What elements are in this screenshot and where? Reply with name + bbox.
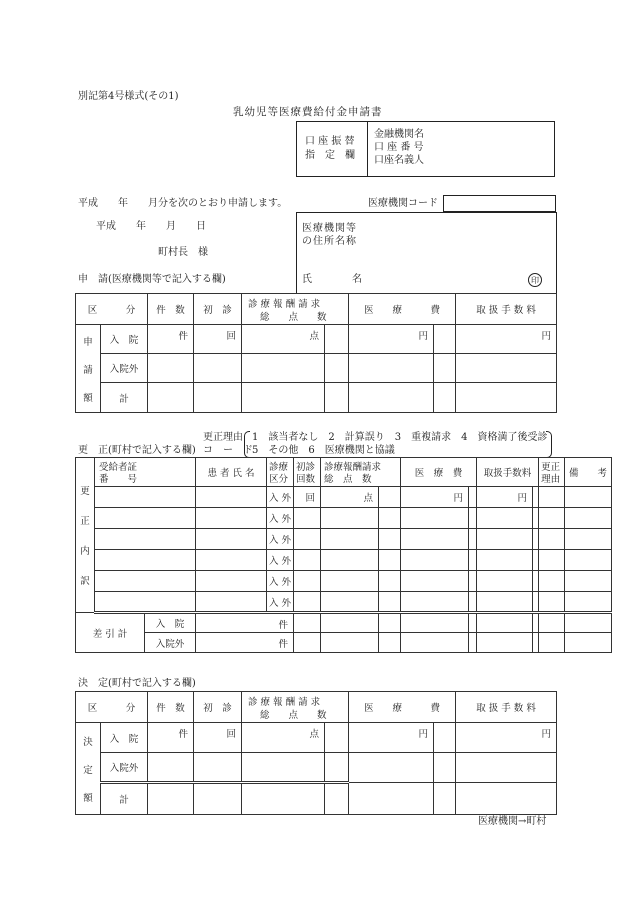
fee-cell[interactable] (477, 550, 533, 571)
outpatient-fee-cell[interactable] (456, 354, 557, 383)
unit-en: 円 (453, 493, 464, 504)
row-total: 計 (119, 393, 129, 405)
inpatient-cost-cell[interactable] (349, 723, 434, 753)
unit-kai: 回 (305, 493, 316, 504)
reason-cell[interactable] (539, 550, 565, 571)
first-visit-cell[interactable] (294, 508, 321, 529)
institution-code-field[interactable] (443, 195, 556, 212)
side-label-3: 額 (83, 392, 93, 404)
correction-code-label: コ ー ド (203, 445, 253, 456)
cost-tail-cell (434, 383, 456, 413)
in-out-label: 入 外 (269, 514, 292, 525)
bank-account-box (296, 121, 555, 177)
reason-cell[interactable] (539, 508, 565, 529)
side-label-1: 申 (83, 336, 93, 348)
header-medical-cost: 医 療 費 (364, 305, 441, 316)
points-tail-cell (379, 487, 401, 508)
header-total-points: 総 点 数 (260, 710, 327, 721)
points-cell[interactable] (321, 487, 379, 508)
request-amount-table (75, 293, 557, 413)
header-correction: 更正 (541, 461, 561, 473)
header-handling-fee: 取 扱 手 数 料 (476, 703, 536, 714)
cost-tail-cell (469, 613, 477, 633)
subtotal-fee-cell[interactable] (477, 633, 533, 653)
points-tail-cell (325, 723, 349, 753)
inpatient-first-visit-cell[interactable] (194, 723, 242, 753)
remarks-cell[interactable] (565, 529, 612, 550)
points-cell[interactable] (321, 571, 379, 592)
subtotal-outpatient-count-cell[interactable] (196, 633, 294, 653)
subtotal-inpatient-count-cell[interactable] (196, 613, 294, 633)
unit-en: 円 (517, 493, 528, 504)
institution-address-label-2: の住所名称 (302, 236, 357, 247)
seal-mark: 印 (528, 273, 542, 287)
points-tail-cell (379, 508, 401, 529)
first-visit-cell[interactable] (294, 487, 321, 508)
cost-tail-cell (469, 529, 477, 550)
patient-name-cell[interactable] (196, 592, 267, 613)
total-first-visit-cell[interactable] (194, 783, 242, 815)
fee-cell[interactable] (477, 529, 533, 550)
first-visit-cell[interactable] (294, 550, 321, 571)
outpatient-points-cell[interactable] (242, 753, 325, 783)
recipient-number-cell[interactable] (95, 487, 196, 508)
inpatient-cost-cell[interactable] (349, 325, 434, 354)
points-cell[interactable] (321, 592, 379, 613)
cost-cell[interactable] (401, 529, 469, 550)
remarks-cell[interactable] (565, 550, 612, 571)
cost-tail-cell (434, 783, 456, 815)
first-visit-cell[interactable] (294, 592, 321, 613)
subtotal-points-cell[interactable] (321, 633, 379, 653)
reason-cell[interactable] (539, 571, 565, 592)
subtotal-cost-cell[interactable] (401, 633, 469, 653)
correction-reason-label: 更正理由 (203, 432, 243, 443)
cost-cell[interactable] (401, 487, 469, 508)
unit-kai: 回 (226, 331, 237, 342)
header-times: 回数 (296, 473, 316, 485)
header-count: 件 数 (156, 305, 185, 316)
inpatient-points-cell[interactable] (242, 325, 325, 354)
correction-reasons-line-1: 1 該当者なし 2 計算誤り 3 重複請求 4 資格満了後受診 (252, 432, 548, 443)
page-title: 乳幼児等医療費給付金申請書 (233, 106, 383, 118)
routing-footer: 医療機関→町村 (478, 816, 547, 827)
side-label-2: 正 (80, 516, 90, 527)
brace-right (546, 431, 552, 458)
header-reason: 理由 (541, 473, 561, 485)
institution-address-label-1: 医療機関等 (302, 223, 357, 234)
cost-cell[interactable] (401, 508, 469, 529)
header-care: 診療 (269, 461, 289, 473)
unit-ten: 点 (309, 331, 320, 342)
outpatient-first-visit-cell[interactable] (194, 354, 242, 383)
in-out-label: 入 外 (269, 493, 292, 504)
side-label-1: 決 (83, 736, 93, 748)
row-outpatient: 入院外 (109, 763, 139, 774)
total-cost-cell[interactable] (349, 383, 434, 413)
in-out-label: 入 外 (269, 577, 292, 588)
header-total-points: 総 点 数 (324, 473, 372, 485)
recipient-number-cell[interactable] (95, 550, 196, 571)
cost-cell[interactable] (401, 550, 469, 571)
points-cell[interactable] (321, 550, 379, 571)
reason-cell[interactable] (539, 529, 565, 550)
patient-name-cell[interactable] (196, 508, 267, 529)
header-handling-fee: 取扱手数料 (483, 468, 532, 479)
side-label-3: 内 (80, 546, 90, 557)
header-fee-claim: 診 療 報 酬 請 求 (248, 697, 321, 708)
remarks-cell[interactable] (565, 487, 612, 508)
reason-cell[interactable] (539, 592, 565, 613)
side-label-4: 訳 (80, 576, 90, 587)
first-visit-cell[interactable] (294, 529, 321, 550)
institution-code-label: 医療機関コード (368, 198, 438, 209)
patient-name-cell[interactable] (196, 571, 267, 592)
remarks-cell[interactable] (565, 508, 612, 529)
side-label-1: 更 (80, 486, 90, 497)
subtotal-inpatient-label: 入 院 (155, 619, 185, 630)
recipient-number-cell[interactable] (95, 508, 196, 529)
inpatient-count-cell[interactable] (148, 723, 194, 753)
subtotal-outpatient-label: 入院外 (155, 638, 185, 650)
header-remarks: 備 考 (569, 468, 608, 479)
points-tail-cell (325, 753, 349, 783)
patient-name-cell[interactable] (196, 529, 267, 550)
total-cost-cell[interactable] (349, 783, 434, 815)
inpatient-count-cell[interactable] (148, 325, 194, 354)
subtotal-reason-cell[interactable] (539, 613, 565, 633)
cost-cell[interactable] (401, 571, 469, 592)
header-handling-fee: 取 扱 手 数 料 (476, 305, 536, 316)
points-cell[interactable] (321, 508, 379, 529)
header-first-visit: 初診 (296, 461, 316, 473)
unit-en: 円 (418, 729, 429, 740)
subtotal-first-visit-cell[interactable] (294, 633, 321, 653)
patient-name-cell[interactable] (196, 550, 267, 571)
fee-cell[interactable] (477, 487, 533, 508)
header-first-visit: 初 診 (203, 703, 232, 714)
recipient-number-cell[interactable] (95, 592, 196, 613)
decision-table (75, 691, 557, 815)
points-cell[interactable] (321, 529, 379, 550)
recipient-number-cell[interactable] (95, 571, 196, 592)
correction-section-label: 更 正(町村で記入する欄) (78, 445, 196, 456)
inpatient-fee-cell[interactable] (456, 723, 557, 753)
correction-reasons-line-2: 5 その他 6 医療機関と協議 (252, 445, 395, 456)
subtotal-remarks-cell[interactable] (565, 613, 612, 633)
unit-ken: 件 (278, 639, 289, 650)
points-tail-cell (325, 383, 349, 413)
bank-box-label-2: 指 定 欄 (305, 150, 355, 161)
cost-tail-cell (434, 325, 456, 354)
header-medical-cost: 医 療 費 (364, 703, 441, 714)
header-total-points: 総 点 数 (260, 312, 327, 323)
header-category: 区 分 (87, 703, 136, 714)
cost-tail-cell (469, 550, 477, 571)
decision-section-label: 決 定(町村で記入する欄) (78, 678, 196, 689)
unit-ten: 点 (309, 729, 320, 740)
subtotal-points-cell[interactable] (321, 613, 379, 633)
unit-ten: 点 (363, 493, 374, 504)
remarks-cell[interactable] (565, 592, 612, 613)
outpatient-count-cell[interactable] (148, 354, 194, 383)
cost-tail-cell (469, 633, 477, 653)
date-line: 平成 年 月 日 (96, 221, 206, 232)
unit-en: 円 (541, 729, 552, 740)
outpatient-points-cell[interactable] (242, 354, 325, 383)
points-tail-cell (379, 633, 401, 653)
reason-cell[interactable] (539, 487, 565, 508)
fee-cell[interactable] (477, 508, 533, 529)
points-tail-cell (379, 571, 401, 592)
side-label-3: 額 (83, 792, 93, 804)
outpatient-first-visit-cell[interactable] (194, 753, 242, 783)
total-fee-cell[interactable] (456, 383, 557, 413)
subtotal-first-visit-cell[interactable] (294, 613, 321, 633)
row-inpatient: 入 院 (109, 733, 139, 745)
period-line: 平成 年 月分を次のとおり申請します。 (78, 198, 288, 209)
cost-tail-cell (434, 723, 456, 753)
total-points-cell[interactable] (242, 383, 325, 413)
unit-en: 円 (541, 331, 552, 342)
outpatient-count-cell[interactable] (148, 753, 194, 783)
subtotal-label: 差 引 計 (92, 629, 128, 640)
remarks-cell[interactable] (565, 571, 612, 592)
total-count-cell[interactable] (148, 383, 194, 413)
in-out-label: 入 外 (269, 556, 292, 567)
in-out-label: 入 外 (269, 535, 292, 546)
unit-ken: 件 (278, 620, 289, 631)
header-fee-claim: 診療報酬請求 (324, 461, 382, 473)
header-medical-cost: 医 療 費 (414, 468, 463, 479)
inpatient-points-cell[interactable] (242, 723, 325, 753)
total-count-cell[interactable] (148, 783, 194, 815)
header-type: 区分 (269, 473, 289, 485)
header-first-visit: 初 診 (203, 305, 232, 316)
unit-ken: 件 (178, 729, 189, 740)
points-tail-cell (325, 325, 349, 354)
row-total: 計 (119, 795, 129, 806)
request-section-label: 申 請(医療機関等で記入する欄) (78, 274, 226, 285)
outpatient-cost-cell[interactable] (349, 354, 434, 383)
row-outpatient: 入院外 (109, 364, 139, 375)
total-first-visit-cell[interactable] (194, 383, 242, 413)
header-category: 区 分 (87, 305, 136, 316)
cost-tail-cell (469, 487, 477, 508)
outpatient-fee-cell[interactable] (456, 753, 557, 783)
header-patient-name: 患 者 氏 名 (207, 468, 255, 479)
form-number: 別記第4号様式(その1) (78, 91, 179, 102)
outpatient-cost-cell[interactable] (349, 753, 434, 783)
cost-tail-cell (434, 354, 456, 383)
inpatient-fee-cell[interactable] (456, 325, 557, 354)
subtotal-fee-cell[interactable] (477, 613, 533, 633)
inpatient-first-visit-cell[interactable] (194, 325, 242, 354)
side-label-2: 定 (83, 764, 93, 776)
cost-tail-cell (434, 753, 456, 783)
points-tail-cell (325, 354, 349, 383)
recipient-number-cell[interactable] (95, 529, 196, 550)
subtotal-remarks-cell[interactable] (565, 633, 612, 653)
bank-name-label: 金融機関名 (374, 129, 424, 140)
points-tail-cell (379, 592, 401, 613)
fee-cell[interactable] (477, 571, 533, 592)
cost-tail-cell (469, 571, 477, 592)
unit-en: 円 (418, 331, 429, 342)
header-count: 件 数 (156, 703, 185, 714)
subtotal-cost-cell[interactable] (401, 613, 469, 633)
brace-left (244, 431, 250, 458)
unit-ken: 件 (178, 331, 189, 342)
points-tail-cell (379, 613, 401, 633)
correction-table (75, 457, 612, 653)
account-holder-label: 口座名義人 (374, 155, 424, 166)
points-tail-cell (379, 529, 401, 550)
fee-cell[interactable] (477, 592, 533, 613)
patient-name-cell[interactable] (196, 487, 267, 508)
account-number-label: 口 座 番 号 (374, 142, 424, 153)
cost-tail-cell (469, 592, 477, 613)
points-tail-cell (379, 550, 401, 571)
total-fee-cell[interactable] (456, 783, 557, 815)
header-fee-claim: 診 療 報 酬 請 求 (248, 299, 321, 310)
header-number: 番 号 (99, 473, 138, 485)
side-label-2: 請 (83, 364, 93, 376)
bank-box-label-1: 口 座 振 替 (305, 136, 355, 147)
name-label: 氏 名 (302, 274, 362, 285)
row-inpatient: 入 院 (109, 335, 139, 346)
cost-tail-cell (469, 508, 477, 529)
header-recipient: 受給者証 (99, 461, 138, 473)
unit-kai: 回 (226, 729, 237, 740)
mayor-addressee: 町村長 様 (158, 247, 208, 258)
first-visit-cell[interactable] (294, 571, 321, 592)
in-out-label: 入 外 (269, 597, 292, 609)
total-points-cell[interactable] (242, 783, 325, 815)
points-tail-cell (325, 783, 349, 815)
subtotal-reason-cell[interactable] (539, 633, 565, 653)
cost-cell[interactable] (401, 592, 469, 613)
